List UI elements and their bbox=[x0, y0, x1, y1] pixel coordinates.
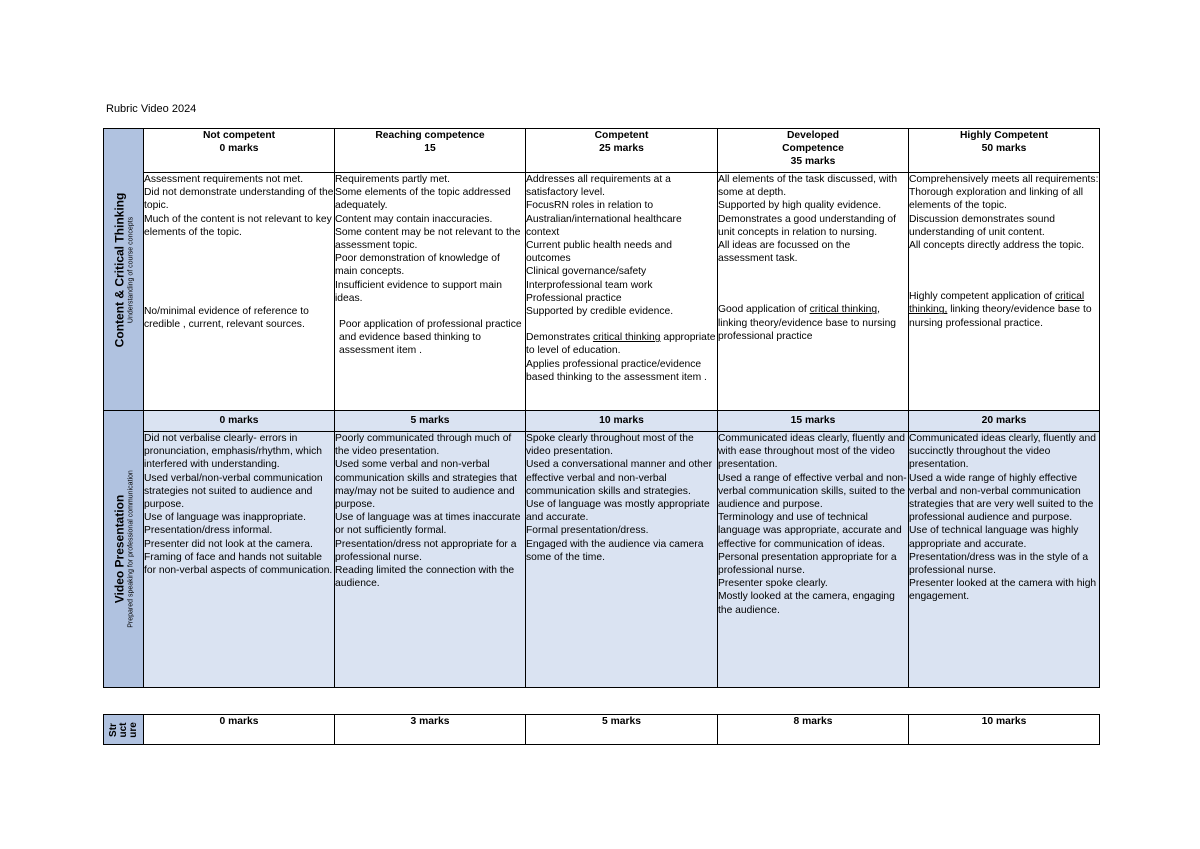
video-row bbox=[104, 432, 1100, 688]
content-row bbox=[104, 173, 1100, 411]
structure-marks-3: 8 marks bbox=[718, 715, 909, 745]
content-not-competent-cell: Assessment requirements not met. Did not demonstrate understanding of the topic. Much of the content is not relevant to key elements of the topic. No/minimal evidence of reference to credible , current, relevant sources. bbox=[144, 173, 335, 411]
content-section-title: Content & Critical Thinking bbox=[112, 192, 126, 347]
video-section-subtitle: Prepared speaking for professional communication bbox=[127, 470, 134, 628]
content-developed-cell: All elements of the task discussed, with some at depth. Supported by high quality evidence. Demonstrates a good understanding of unit concepts in relation to nursing. All ideas are focussed on the assessment task. Good application of critical thinking, linking theory/evidence base to nursing professional practice bbox=[718, 173, 909, 411]
content-competent-cell: Addresses all requirements at a satisfactory level. FocusRN roles in relation to Australian/international healthcare context Current public health needs and outcomes Clinical governance/safety Interprofessional team work Professional practice Supported by credible evidence. Demonstrates critical thinking appropriate to level of education. Applies professional practice/evidence based thinking to the assessment item . bbox=[526, 173, 718, 411]
video-marks-3: 15 marks bbox=[718, 411, 909, 432]
video-not-competent-cell: Did not verbalise clearly- errors in pronunciation, emphasis/rhythm, which interfered with understanding. Used verbal/non-verbal communication strategies not suited to audience and purpose. Use of language was inappropriate. Presentation/dress informal. Presenter did not look at the camera. Framing of face and hands not suitable for non-verbal aspects of communication. bbox=[144, 432, 335, 688]
critical-thinking-link: critical thinking, bbox=[909, 291, 1085, 316]
document-title: Rubric Video 2024 bbox=[106, 103, 197, 115]
critical-thinking-link: critical thinking bbox=[592, 332, 661, 344]
video-highly-cell: Communicated ideas clearly, fluently and succinctly throughout the video presentation. Used a wide range of highly effective verbal and non-verbal communication strategies that are very well suited to the professional audience and purpose. Use of technical language was highly appropriate and accurate. Presentation/dress was in the style of a professional nurse. Presenter looked at the camera with high engagement. bbox=[909, 432, 1100, 688]
content-highly-cell: Comprehensively meets all requirements: Thorough exploration and linking of all elements of the topic. Discussion demonstrates sound understanding of unit content. All concepts directly address the topic. Highly competent application of critical thinking, linking theory/evidence base to nursing professional practice. bbox=[909, 173, 1100, 411]
rubric-table bbox=[103, 128, 1100, 688]
video-marks-2: 10 marks bbox=[526, 411, 718, 432]
header-row bbox=[104, 129, 1100, 173]
header-highly-competent: Highly Competent 50 marks bbox=[909, 129, 1100, 173]
header-developed-competence: Developed Competence 35 marks bbox=[718, 129, 909, 173]
video-marks-row bbox=[104, 411, 1100, 432]
content-section-subtitle: Understanding of course concepts bbox=[127, 216, 134, 323]
structure-marks-2: 5 marks bbox=[526, 715, 718, 745]
video-competent-cell: Spoke clearly throughout most of the video presentation. Used a conversational manner and other effective verbal and non-verbal communication skills and strategies. Use of language was mostly appropriate and accurate. Formal presentation/dress. Engaged with the audience via camera some of the time. bbox=[526, 432, 718, 688]
video-marks-0: 0 marks bbox=[144, 411, 335, 432]
header-competent: Competent 25 marks bbox=[526, 129, 718, 173]
structure-table bbox=[103, 714, 1100, 745]
video-marks-4: 20 marks bbox=[909, 411, 1100, 432]
header-reaching-competence: Reaching competence 15 bbox=[335, 129, 526, 173]
critical-thinking-link: critical thinking bbox=[809, 304, 878, 316]
structure-row bbox=[104, 715, 1100, 745]
structure-marks-1: 3 marks bbox=[335, 715, 526, 745]
video-section-label bbox=[104, 411, 144, 688]
video-developed-cell: Communicated ideas clearly, fluently and with ease throughout most of the video presentation. Used a range of effective verbal and non-verbal communication skills, suited to the audience and purpose. Terminology and use of technical language was appropriate, accurate and effective for communication of ideas. Personal presentation appropriate for a professional nurse. Presenter spoke clearly. Mostly looked at the camera, engaging the audience. bbox=[718, 432, 909, 688]
content-section-label bbox=[104, 129, 144, 411]
video-section-title: Video Presentation bbox=[112, 494, 126, 604]
video-marks-1: 5 marks bbox=[335, 411, 526, 432]
header-not-competent: Not competent 0 marks bbox=[144, 129, 335, 173]
content-reaching-cell: Requirements partly met. Some elements of the topic addressed adequately. Content may contain inaccuracies. Some content may be not relevant to the assessment topic. Poor demonstration of knowledge of main concepts. Insufficient evidence to support main ideas. Poor application of professional practice and evidence based thinking to assessment item . bbox=[335, 173, 526, 411]
video-reaching-cell: Poorly communicated through much of the video presentation. Used some verbal and non-verbal communication skills and strategies that may/may not be suited to audience and purpose. Use of language was at times inaccurate or not sufficiently formal. Presentation/dress not appropriate for a professional nurse. Reading limited the connection with the audience. bbox=[335, 432, 526, 688]
structure-marks-4: 10 marks bbox=[909, 715, 1100, 745]
structure-section-label: Str uct ure bbox=[104, 715, 144, 745]
structure-marks-0: 0 marks bbox=[144, 715, 335, 745]
